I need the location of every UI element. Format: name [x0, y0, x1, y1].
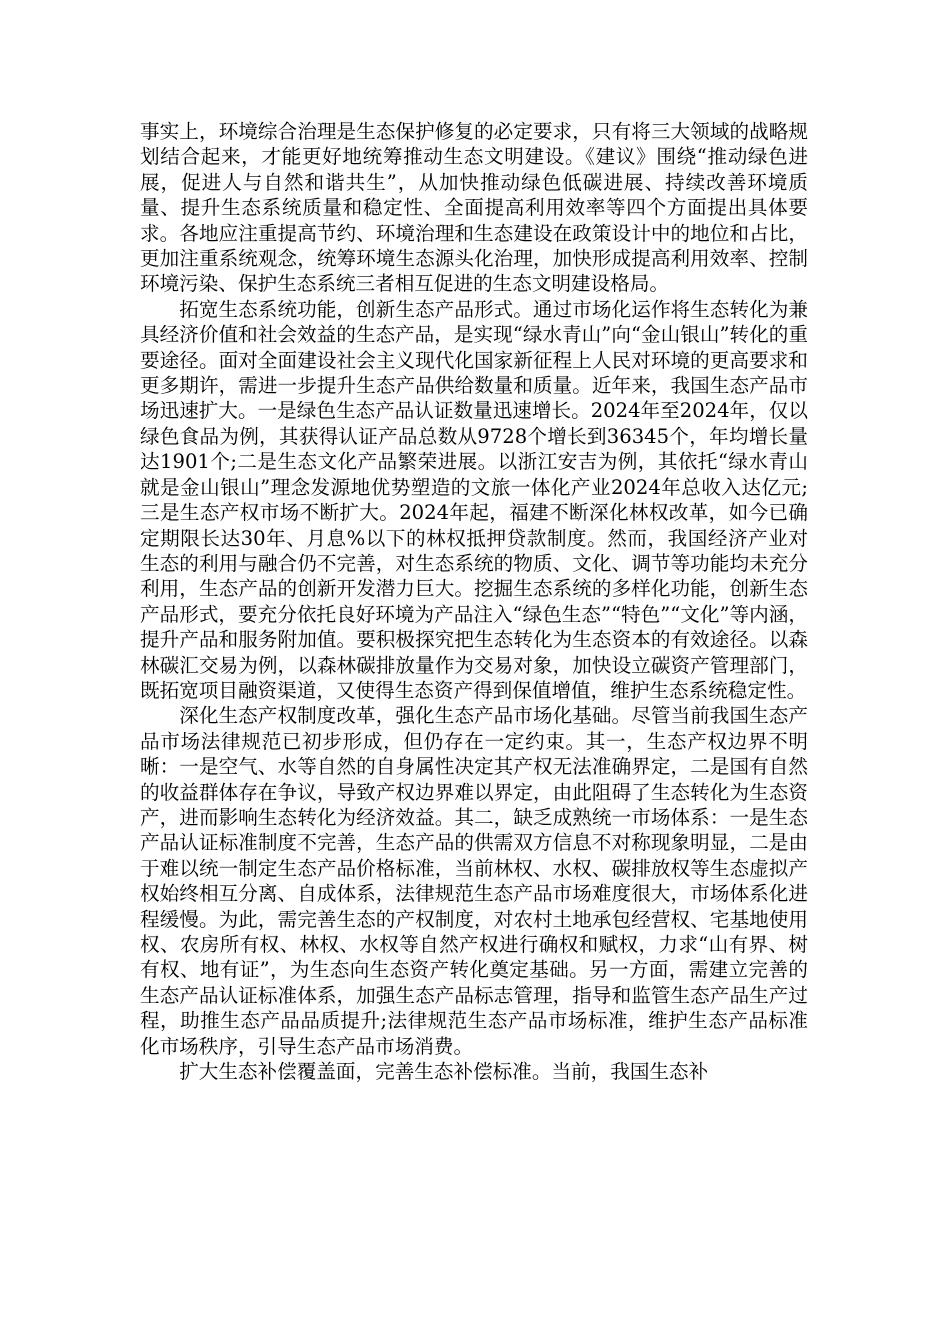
paragraph-eco-product-forms: 拓宽生态系统功能，创新生态产品形式。通过市场化运作将生态转化为兼具经济价值和社会效益的生态产品，是实现“绿水青山”向“金山银山”转化的重要途径。面对全面建设社会主义现代化国家新征程上人民对环境的更高要求和更多期许，需进一步提升生态产品供给数量和质量。近年来，我国生态产品市场迅速扩大。一是绿色生态产品认证数量迅速增长。2024年至2024年，仅以绿色食品为例，其获得认证产品总数从9728个增长到36345个，年均增长量达1901个;二是生态文化产品繁荣进展。以浙江安吉为例，其依托“绿水青山就是金山银山”理念发源地优势塑造的文旅一体化产业2024年总收入达亿元;三是生态产权市场不断扩大。2024年起，福建不断深化林权改革，如今已确定期限长达30年、月息%以下的林权抵押贷款制度。然而，我国经济产业对生态的利用与融合仍不完善，对生态系统的物质、文化、调节等功能均未充分利用，生态产品的创新开发潜力巨大。挖掘生态系统的多样化功能，创新生态产品形式，要充分依托良好环境为产品注入“绿色生态”“特色”“文化”等内涵，提升产品和服务附加值。要积极探究把生态转化为生态资本的有效途径。以森林碳汇交易为例，以森林碳排放量作为交易对象，加快设立碳资产管理部门，既拓宽项目融资渠道，又使得生态资产得到保值增值，维护生态系统稳定性。	[140, 297, 808, 702]
paragraph-environment-governance: 事实上，环境综合治理是生态保护修复的必定要求，只有将三大领域的战略规划结合起来，才能更好地统筹推动生态文明建设。《建议》围绕“推动绿色进展，促进人与自然和谐共生”，从加快推动绿色低碳进展、持续改善环境质量、提升生态系统质量和稳定性、全面提高利用效率等四个方面提出具体要求。各地应注重提高节约、环境治理和生态建设在政策设计中的地位和占比，更加注重系统观念，统筹环境生态源头化治理，加快形成提高利用效率、控制环境污染、保护生态系统三者相互促进的生态文明建设格局。	[140, 120, 808, 296]
document-page	[140, 119, 808, 1084]
paragraph-eco-compensation: 扩大生态补偿覆盖面，完善生态补偿标准。当前，我国生态补	[179, 1060, 709, 1084]
paragraph-eco-property-reform: 深化生态产权制度改革，强化生态产品市场化基础。尽管当前我国生态产品市场法律规范已初步形成，但仍存在一定约束。其一，生态产权边界不明晰：一是空气、水等自然的自身属性决定其产权无法准确界定，二是国有自然的收益群体存在争议，导致产权边界难以界定，由此阻碍了生态转化为生态资产，进而影响生态转化为经济效益。其二，缺乏成熟统一市场体系：一是生态产品认证标准制度不完善，生态产品的供需双方信息不对称现象明显，二是由于难以统一制定生态产品价格标准，当前林权、水权、碳排放权等生态虚拟产权始终相互分离、自成体系，法律规范生态产品市场难度很大，市场体系化进程缓慢。为此，需完善生态的产权制度，对农村土地承包经营权、宅基地使用权、农房所有权、林权、水权等自然产权进行确权和赋权，力求“山有界、树有权、地有证”，为生态向生态资产转化奠定基础。另一方面，需建立完善的生态产品认证标准体系，加强生态产品标志管理，指导和监管生态产品生产过程，助推生态产品品质提升;法律规范生态产品市场标准，维护生态产品标准化市场秩序，引导生态产品市场消费。	[140, 704, 808, 1058]
